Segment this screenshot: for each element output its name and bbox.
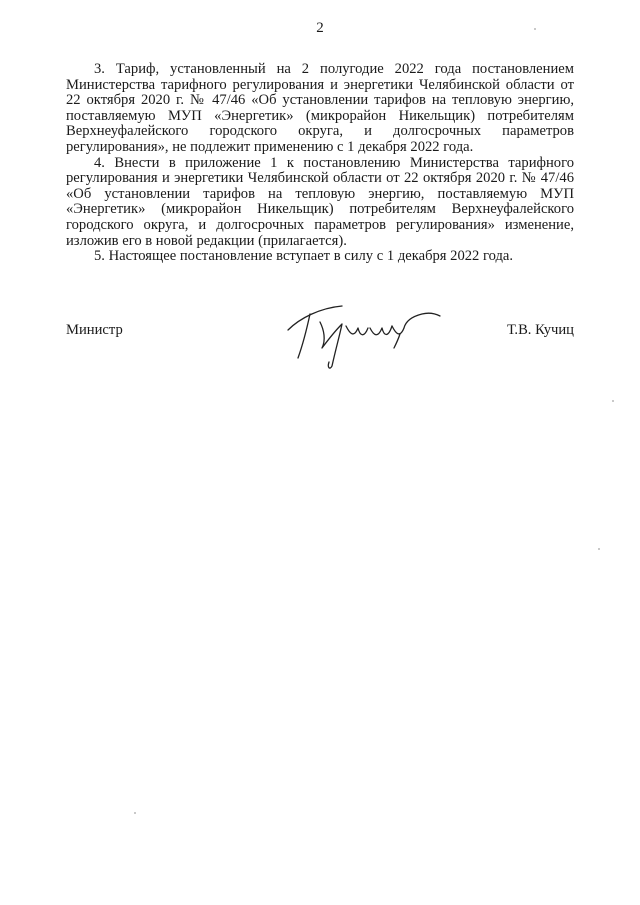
scan-speck [598, 548, 600, 550]
page-number: 2 [316, 20, 324, 36]
signer-name: Т.В. Кучиц [506, 322, 574, 338]
signer-title: Министр [66, 322, 123, 338]
signature-block [66, 300, 574, 380]
paragraph-4: 4. Внести в приложение 1 к постановлению Министерства тарифного регулирования и энергетики Челябинской области от 22 октября 2020 г. № 47/46 «Об установлении тарифов на тепловую энергию, поставляемую МУП «Энергетик» (микрорайон Никельщик) потребителям Верхнеуфалейского городского округа, и долгосрочных параметров регулирования» изменение, изложив его в новой редакции (прилагается). [66, 154, 574, 249]
scan-speck [534, 28, 536, 30]
scan-speck [134, 812, 136, 814]
paragraph-5: 5. Настоящее постановление вступает в силу с 1 декабря 2022 года. [94, 248, 514, 265]
document-body [66, 62, 574, 265]
handwritten-signature [280, 300, 446, 372]
scan-speck [612, 400, 614, 402]
paragraph-3: 3. Тариф, установленный на 2 полугодие 2022 года постановлением Министерства тарифного регулирования и энергетики Челябинской области от 22 октября 2020 г. № 47/46 «Об установлении тарифов на тепловую энергию, поставляемую МУП «Энергетик» (микрорайон Никельщик) потребителям Верхнеуфалейского городского округа, и долгосрочных параметров регулирования», не подлежит применению с 1 декабря 2022 года. [66, 61, 574, 155]
